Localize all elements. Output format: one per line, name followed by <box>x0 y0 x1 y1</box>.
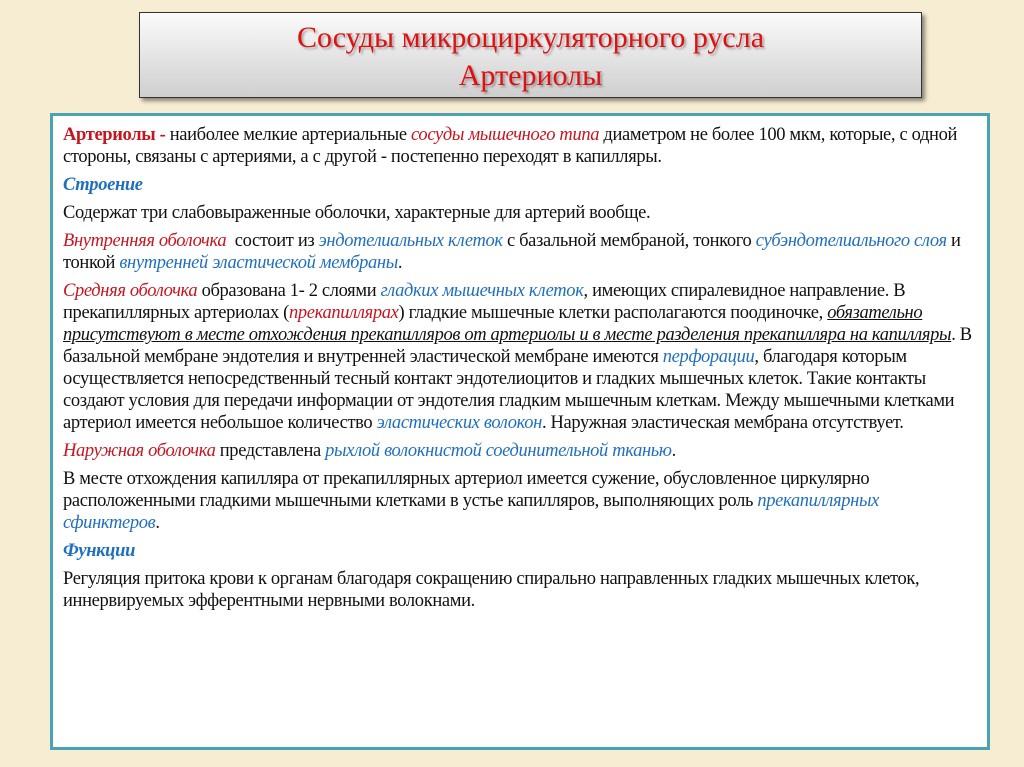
text: диаметром не более 100 мкм, которые, с одной стороны, связаны с артериями, а с другой - постепенно переходят в капилляры. <box>63 125 958 167</box>
heading-functions: Функции <box>63 541 136 561</box>
term: Средняя оболочка <box>63 281 198 301</box>
text: , имеющих спиралевидное направление. В прекапиллярных артериолах ( <box>63 281 906 323</box>
term: эластических волокон <box>376 413 542 433</box>
slide-title <box>139 12 922 98</box>
text: и тонкой <box>63 231 961 273</box>
term: прекапиллярных сфинктеров <box>63 491 879 533</box>
paragraph-definition <box>63 124 973 168</box>
term: перфорации <box>662 347 755 367</box>
text: с базальной мембраной, тонкого <box>502 231 756 251</box>
paragraph-inner-layer <box>63 230 973 274</box>
term: сосуды мышечного типа <box>411 125 600 145</box>
term: прекапиллярах <box>288 303 399 323</box>
term: субэндотелиального слоя <box>755 231 947 251</box>
text: образована 1- 2 слоями <box>197 281 381 301</box>
term: внутренней эластической мембраны <box>119 253 398 273</box>
paragraph-outer-layer <box>63 440 973 462</box>
paragraph-sphincters <box>63 468 973 534</box>
content-box <box>50 113 990 750</box>
text: наиболее мелкие артериальные <box>169 125 412 145</box>
text: . <box>397 253 403 273</box>
text: . В базальной мембране эндотелия и внутренней эластической мембране имеются <box>63 325 972 367</box>
term: Артериолы - <box>63 125 170 145</box>
term: Наружная оболочка <box>63 441 216 461</box>
title-line-2: Артериолы <box>458 59 603 92</box>
term: рыхлой волокнистой соединительной тканью <box>325 441 672 461</box>
text: В месте отхождения капилляра от прекапиллярных артериол имеется сужение, обусловленное циркулярно расположенными гладкими мышечными клетками в устье капилляров, выполняющих роль <box>63 469 870 511</box>
text: , благодаря которым осуществляется непосредственный тесный контакт эндотелиоцитов и гладких мышечных клеток. Такие контакты создают условия для передачи информации от эндотелия гладким мышечным клеткам. Между мышечными клетками артериол имеется небольшое количество <box>63 347 955 433</box>
paragraph-layers: Содержат три слабовыраженные оболочки, характерные для артерий вообще. <box>63 203 651 223</box>
text: . Наружная эластическая мембрана отсутствует. <box>541 413 904 433</box>
term: эндотелиальных клеток <box>318 231 503 251</box>
text: ) гладкие мышечные клетки располагаются поодиночке, <box>398 303 828 323</box>
term: Внутренняя оболочка <box>63 231 227 251</box>
title-line-1: Сосуды микроциркуляторного русла <box>296 21 765 54</box>
paragraph-functions: Регуляция притока крови к органам благодаря сокращению спирально направленных гладких мышечных клеток, иннервируемых эфферентными нервными волокнами. <box>63 569 920 611</box>
text: представлена <box>215 441 326 461</box>
text: . <box>671 441 676 461</box>
paragraph-middle-layer <box>63 280 973 434</box>
heading-structure: Строение <box>63 175 143 195</box>
text: . <box>155 513 160 533</box>
term: гладких мышечных клеток <box>380 281 584 301</box>
underlined-text: обязательно присутствуют в месте отхождения прекапилляров от артериолы и в месте разделения прекапилляра на капилляры <box>63 303 952 345</box>
text: состоит из <box>226 231 319 251</box>
